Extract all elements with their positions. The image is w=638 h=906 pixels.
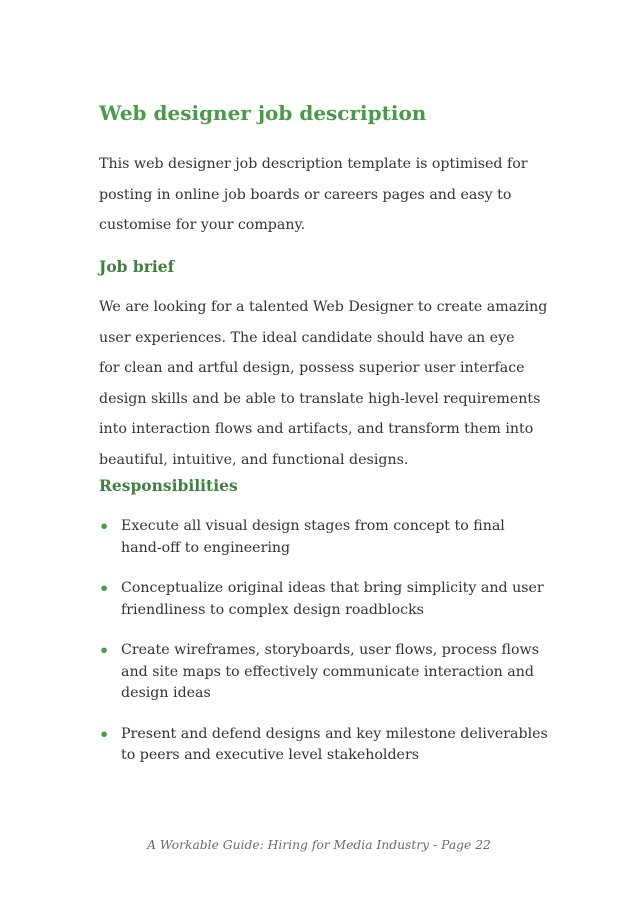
job-brief-line: beautiful, intuitive, and functional designs.	[99, 451, 409, 468]
intro-paragraph	[99, 149, 559, 241]
list-item-line: design ideas	[121, 685, 211, 701]
list-item-line: Conceptualize original ideas that bring simplicity and user	[121, 580, 544, 596]
job-brief-paragraph	[99, 292, 559, 475]
list-item-line: Create wireframes, storyboards, user flows, process flows	[121, 642, 539, 658]
job-brief-line: We are looking for a talented Web Designer to create amazing	[99, 299, 548, 315]
job-brief-heading: Job brief	[99, 257, 175, 276]
list-item-line: Present and defend designs and key milestone deliverables	[121, 725, 548, 742]
bullet-icon: •	[99, 724, 110, 744]
list-item-line: and site maps to effectively communicate interaction and	[121, 663, 534, 680]
page-footer: A Workable Guide: Hiring for Media Industry - Page 22	[147, 838, 491, 852]
list-item-line: Execute all visual design stages from concept to final	[121, 518, 505, 534]
responsibilities-heading: Responsibilities	[99, 476, 238, 495]
list-item-line: to peers and executive level stakeholders	[121, 747, 420, 763]
job-brief-line: design skills and be able to translate high-level requirements	[99, 390, 541, 407]
list-item-line: hand-off to engineering	[121, 539, 291, 556]
intro-line: posting in online job boards or careers pages and easy to	[99, 186, 512, 203]
intro-line: This web designer job description template is optimised for	[99, 156, 528, 172]
bullet-icon: •	[99, 641, 110, 660]
list-item	[99, 516, 559, 559]
job-brief-line: for clean and artful design, possess superior user interface	[99, 360, 525, 376]
page-title: Web designer job description	[99, 101, 427, 125]
bullet-icon: •	[99, 579, 110, 598]
bullet-icon: •	[99, 517, 110, 536]
intro-line: customise for your company.	[99, 217, 306, 233]
responsibilities-list	[99, 516, 559, 786]
list-item-line: friendliness to complex design roadblocks	[121, 601, 424, 618]
job-brief-line: user experiences. The ideal candidate should have an eye	[99, 329, 515, 346]
list-item	[99, 578, 559, 621]
job-brief-line: into interaction flows and artifacts, and transform them into	[99, 421, 534, 437]
list-item	[99, 724, 559, 767]
list-item	[99, 640, 559, 705]
